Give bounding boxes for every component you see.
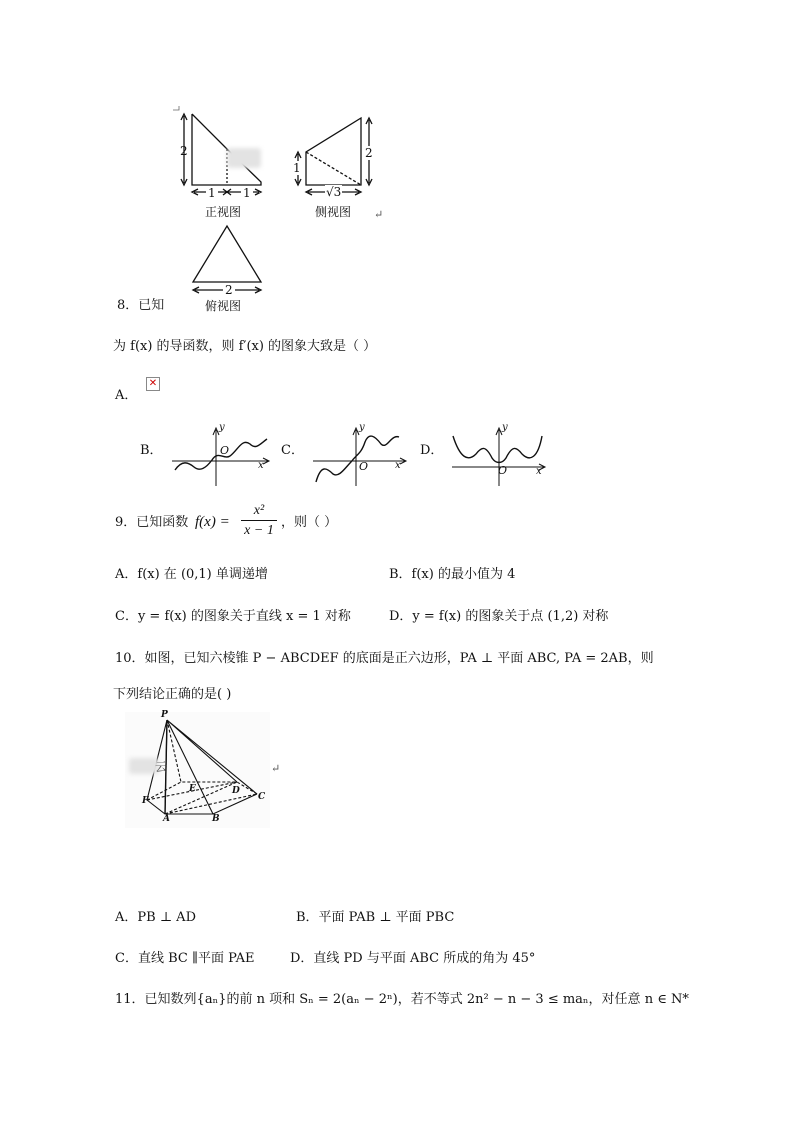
q10-line2: 下列结论正确的是( ) xyxy=(113,687,232,702)
q9-denominator: x − 1 xyxy=(244,523,274,538)
q8-graph-c-y-label: y xyxy=(359,422,365,433)
broken-image-icon: ✕ xyxy=(146,377,160,391)
q8-option-a-label: A． xyxy=(115,388,138,403)
q8-line2: 为 f(x) 的导函数，则 f′(x) 的图象大致是（ ） xyxy=(113,339,377,354)
three-view-drawing xyxy=(165,104,395,316)
q9-option-d: D．y = f(x) 的图象关于点 (1,2) 对称 xyxy=(389,609,609,624)
hexagonal-pyramid-figure xyxy=(125,712,270,828)
q9-stem-prefix: 9．已知函数 xyxy=(115,515,189,530)
three-view-figure xyxy=(165,104,395,316)
side-left-height-label: 1 xyxy=(293,161,301,175)
q8-graph-b-x-label: x xyxy=(258,460,264,471)
front-view-label: 正视图 xyxy=(205,205,242,219)
q8-line1: 8．已知 xyxy=(117,298,165,313)
q10-option-d: D．直线 PD 与平面 ABC 所成的角为 45° xyxy=(290,951,536,966)
q8-graph-b-origin: O xyxy=(220,444,230,457)
watermark-blob xyxy=(227,148,261,168)
q9-fraction-bar xyxy=(241,520,277,521)
return-mark: ↵ xyxy=(374,208,384,221)
vertex-label-p: P xyxy=(161,710,168,720)
vertex-label-c: C xyxy=(258,792,266,802)
q8-graph-d-x-label: x xyxy=(536,466,542,477)
q8-option-b-label: B． xyxy=(140,443,163,458)
top-bottom-label: 2 xyxy=(225,283,233,297)
front-height-label: 2 xyxy=(180,144,188,158)
return-mark: ↵ xyxy=(271,762,281,775)
side-bottom-label: √3 xyxy=(326,185,342,199)
q8-graph-d-y-label: y xyxy=(502,422,508,433)
front-bottom-right-label: 1 xyxy=(243,186,251,200)
vertex-label-a: A xyxy=(163,814,170,824)
q8-graph-c-origin: O xyxy=(359,460,369,473)
q9-stem-suffix: ，则（ ） xyxy=(281,515,338,530)
q8-graph-c-x-label: x xyxy=(395,460,401,471)
q10-option-b: B．平面 PAB ⊥ 平面 PBC xyxy=(296,910,455,925)
q9-option-a: A．f(x) 在 (0,1) 单调递增 xyxy=(115,567,268,582)
side-view-label: 侧视图 xyxy=(315,205,352,219)
q8-graph-b-y-label: y xyxy=(219,422,225,433)
vertex-label-b: B xyxy=(212,814,220,824)
front-bottom-left-label: 1 xyxy=(208,186,216,200)
q9-option-c: C．y = f(x) 的图象关于直线 x = 1 对称 xyxy=(115,609,351,624)
watermark-text: 云 xyxy=(155,760,168,774)
q8-graph-c xyxy=(311,424,411,488)
q8-graph-d-origin: O xyxy=(498,464,508,477)
q8-graph-d xyxy=(450,424,550,488)
vertex-label-f: F xyxy=(142,796,149,806)
q10-option-a: A．PB ⊥ AD xyxy=(115,910,196,925)
vertex-label-e: E xyxy=(189,784,196,794)
q8-option-c-label: C． xyxy=(281,443,304,458)
q9-function-lhs: f(x) = xyxy=(195,514,230,530)
q11-line1: 11．已知数列{aₙ}的前 n 项和 Sₙ = 2(aₙ − 2ⁿ)，若不等式 2n² − n − 3 ≤ maₙ，对任意 n ∈ N* xyxy=(115,992,689,1007)
q8-graph-b xyxy=(170,424,274,488)
q10-line1: 10．如图，已知六棱锥 P − ABCDEF 的底面是正六边形，PA ⊥ 平面 ABC, PA = 2AB，则 xyxy=(115,651,654,666)
q9-fraction xyxy=(239,502,279,539)
q10-option-c: C．直线 BC ∥平面 PAE xyxy=(115,951,255,966)
q8-option-d-label: D． xyxy=(420,443,444,458)
side-right-height-label: 2 xyxy=(365,146,373,160)
top-view-label: 俯视图 xyxy=(205,299,242,313)
q9-numerator: x² xyxy=(253,503,265,518)
vertex-label-d: D xyxy=(232,786,240,796)
q9-option-b: B．f(x) 的最小值为 4 xyxy=(389,567,516,582)
